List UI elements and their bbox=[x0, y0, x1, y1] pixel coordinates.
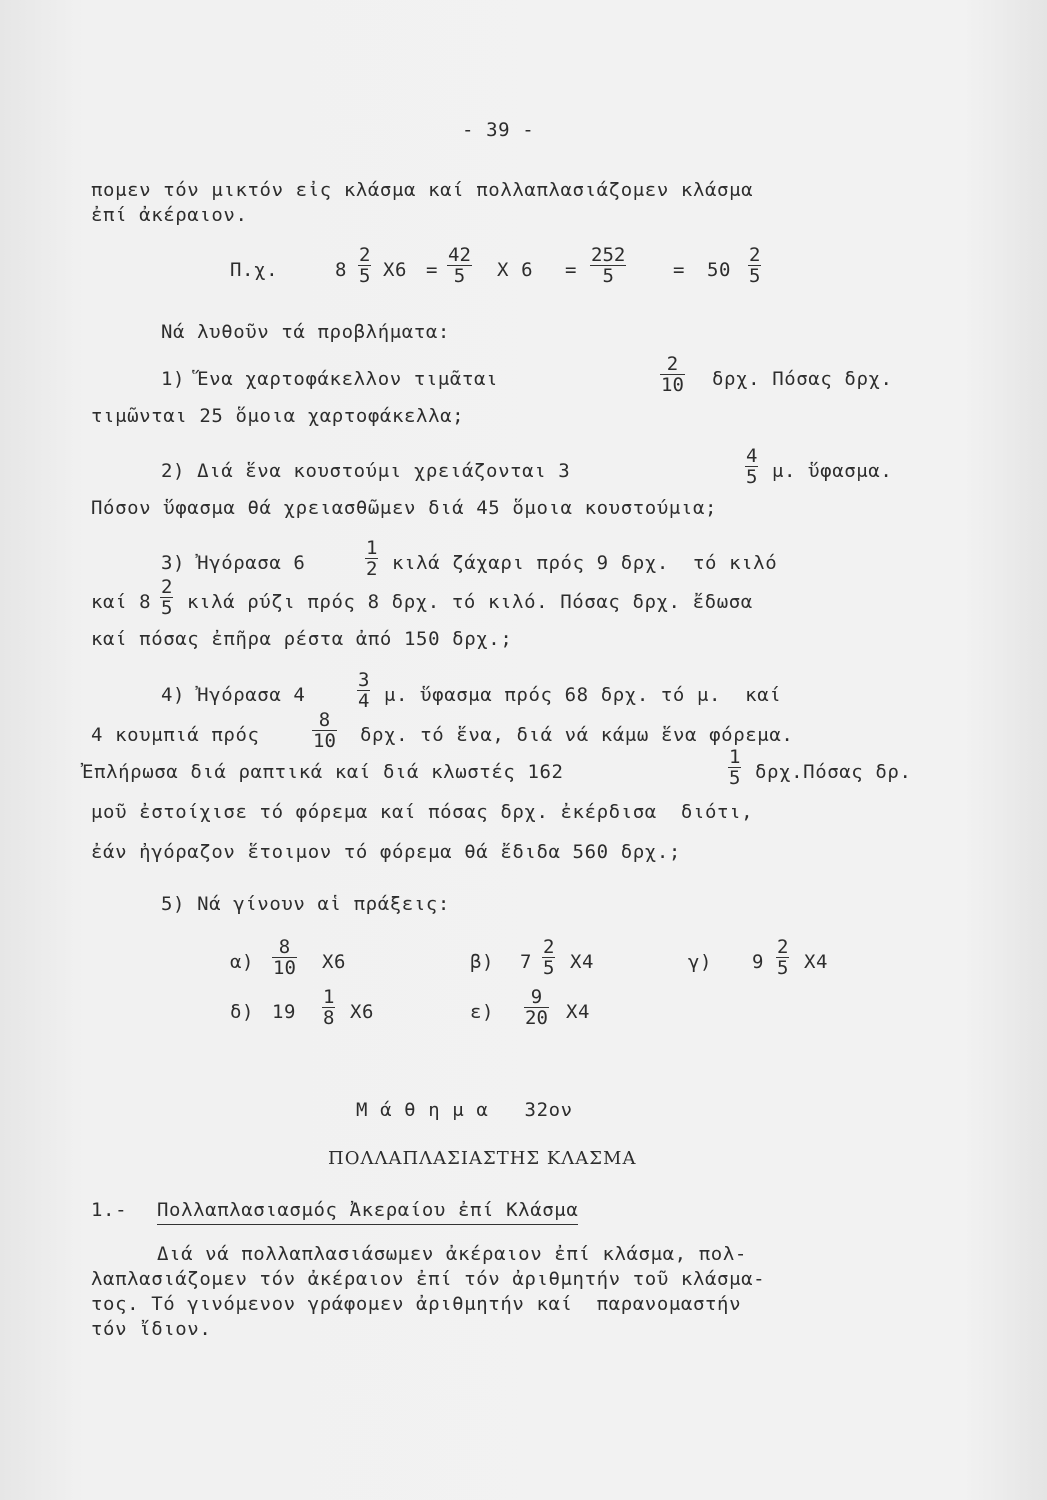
example-fraction-1 bbox=[358, 245, 371, 286]
exercise-g-whole: 9 bbox=[752, 951, 765, 973]
denominator: 8 bbox=[323, 1007, 335, 1029]
exercise-d-whole: 19 bbox=[272, 1001, 297, 1023]
lesson-subtitle: ΠΟΛΛΑΠΛΑΣΙΑΣΤΗΣ ΚΛΑΣΜΑ bbox=[328, 1148, 637, 1169]
example-times-2: Χ 6 bbox=[497, 259, 534, 281]
exercise-g-rest: Χ4 bbox=[804, 951, 829, 973]
denominator: 5 bbox=[590, 265, 626, 286]
exercise-b-label: β) bbox=[470, 951, 495, 973]
numerator: 252 bbox=[591, 244, 626, 266]
numerator: 2 bbox=[359, 244, 371, 266]
numerator: 2 bbox=[777, 936, 789, 958]
numerator: 42 bbox=[448, 244, 471, 266]
problem-3-text-c: καί 8 bbox=[91, 591, 152, 613]
problem-4-fraction-2 bbox=[312, 710, 337, 751]
intro-line-2: ἐπί ἀκέραιον. bbox=[91, 204, 248, 226]
problem-1-fraction bbox=[660, 354, 685, 395]
lesson-body-2: λαπλασιάζομεν τόν ἀκέραιον ἐπί τόν ἀριθμητήν τοῦ κλάσμα- bbox=[91, 1268, 766, 1290]
exercise-e-rest: Χ4 bbox=[566, 1001, 591, 1023]
denominator: 5 bbox=[543, 957, 555, 979]
problem-3-fraction-2 bbox=[160, 577, 173, 618]
numerator: 1 bbox=[366, 537, 378, 559]
problem-4-fraction-1 bbox=[357, 670, 370, 711]
denominator: 5 bbox=[749, 265, 761, 287]
exercise-b-rest: Χ4 bbox=[570, 951, 595, 973]
example-fraction-3 bbox=[590, 245, 626, 286]
problem-2-text-a: 2) Διά ἕνα κουστούμι χρειάζονται 3 bbox=[161, 460, 571, 482]
problem-2-fraction bbox=[745, 446, 758, 487]
lesson-title: Μ ά θ η μ α 32ον bbox=[356, 1099, 573, 1121]
page-number: - 39 - bbox=[462, 119, 535, 141]
intro-line-1: πομεν τόν μικτόν εἰς κλάσμα καί πολλαπλασιάζομεν κλάσμα bbox=[91, 179, 754, 201]
problem-3-text-a: 3) Ἠγόρασα 6 bbox=[161, 552, 306, 574]
exercise-d-label: δ) bbox=[230, 1001, 255, 1023]
denominator: 5 bbox=[729, 767, 741, 789]
denominator: 20 bbox=[525, 1007, 548, 1029]
denominator: 5 bbox=[746, 466, 758, 488]
numerator: 1 bbox=[729, 746, 741, 768]
problem-4-text-e: Ἐπλήρωσα διά ραπτικά καί διά κλωστές 162 bbox=[82, 761, 564, 783]
denominator: 5 bbox=[447, 265, 472, 286]
exercise-a-fraction bbox=[272, 937, 297, 978]
denominator: 10 bbox=[273, 957, 296, 979]
example-equals-3: = bbox=[673, 259, 686, 281]
problem-4-text-d: δρχ. τό ἕνα, διά νά κάμω ἕνα φόρεμα. bbox=[360, 724, 794, 746]
problem-1-text-a: 1) Ἕνα χαρτοφάκελλον τιμᾶται bbox=[161, 368, 499, 390]
denominator: 5 bbox=[777, 957, 789, 979]
numerator: 2 bbox=[749, 244, 761, 266]
denominator: 2 bbox=[366, 558, 378, 580]
exercise-e-fraction bbox=[524, 987, 549, 1028]
numerator: 8 bbox=[318, 709, 331, 731]
example-times: Χ6 bbox=[383, 259, 408, 281]
problem-3-line-3: καί πόσας ἐπῆρα ρέστα ἀπό 150 δρχ.; bbox=[91, 628, 513, 650]
denominator: 10 bbox=[661, 374, 684, 396]
lesson-body-4: τόν ἴδιον. bbox=[91, 1318, 212, 1340]
problem-3-fraction-1 bbox=[365, 538, 378, 579]
exercise-g-fraction bbox=[776, 937, 789, 978]
example-fraction-4 bbox=[748, 245, 761, 286]
example-label: Π.χ. bbox=[230, 259, 279, 281]
numerator: 2 bbox=[666, 353, 679, 375]
example-whole: 8 bbox=[335, 259, 348, 281]
problem-4-text-b: μ. ὕφασμα πρός 68 δρχ. τό μ. καί bbox=[384, 684, 782, 706]
example-equals-2: = bbox=[565, 259, 578, 281]
numerator: 2 bbox=[161, 576, 173, 598]
problem-4-line-4: μοῦ ἐστοίχισε τό φόρεμα καί πόσας δρχ. ἐκέρδισα διότι, bbox=[91, 801, 754, 823]
exercise-a-label: α) bbox=[230, 951, 255, 973]
problem-2-text-b: μ. ὕφασμα. bbox=[772, 460, 893, 482]
section-title: Πολλαπλασιασμός Ἀκεραίου ἐπί Κλάσμα bbox=[157, 1198, 578, 1225]
problem-3-text-d: κιλά ρύζι πρός 8 δρχ. τό κιλό. Πόσας δρχ. ἔδωσα bbox=[187, 591, 753, 613]
numerator: 1 bbox=[323, 986, 335, 1008]
problems-heading: Νά λυθοῦν τά προβλήματα: bbox=[161, 321, 450, 343]
example-equals-1: = bbox=[426, 259, 439, 281]
numerator: 8 bbox=[278, 936, 291, 958]
problem-4-text-a: 4) Ἠγόρασα 4 bbox=[161, 684, 306, 706]
problem-4-line-5: ἐάν ἠγόραζον ἕτοιμον τό φόρεμα θά ἔδιδα 560 δρχ.; bbox=[91, 841, 681, 863]
exercise-e-label: ε) bbox=[470, 1001, 495, 1023]
section-number: 1.- bbox=[91, 1199, 128, 1221]
example-result-whole: 50 bbox=[707, 259, 732, 281]
problem-3-text-b: κιλά ζάχαρι πρός 9 δρχ. τό κιλό bbox=[392, 552, 778, 574]
numerator: 3 bbox=[358, 669, 370, 691]
exercise-d-rest: Χ6 bbox=[350, 1001, 375, 1023]
problem-1-line-2: τιμῶνται 25 ὅμοια χαρτοφάκελλα; bbox=[91, 405, 465, 427]
numerator: 4 bbox=[746, 445, 758, 467]
problem-4-fraction-3 bbox=[728, 747, 741, 788]
denominator: 4 bbox=[358, 690, 370, 712]
numerator: 2 bbox=[543, 936, 555, 958]
numerator: 9 bbox=[530, 986, 543, 1008]
denominator: 5 bbox=[359, 265, 371, 287]
exercise-b-whole: 7 bbox=[520, 951, 533, 973]
example-fraction-2 bbox=[447, 245, 472, 286]
denominator: 10 bbox=[313, 730, 336, 752]
problem-4-text-f: δρχ.Πόσας δρ. bbox=[755, 761, 912, 783]
problem-5-heading: 5) Νά γίνουν αἱ πράξεις: bbox=[161, 893, 450, 915]
exercise-g-label: γ) bbox=[688, 951, 713, 973]
denominator: 5 bbox=[161, 597, 173, 619]
exercise-b-fraction bbox=[542, 937, 555, 978]
problem-4-text-c: 4 κουμπιά πρός bbox=[91, 724, 260, 746]
problem-2-line-2: Πόσον ὕφασμα θά χρειασθῶμεν διά 45 ὅμοια κουστούμια; bbox=[91, 497, 718, 519]
problem-1-text-b: δρχ. Πόσας δρχ. bbox=[712, 368, 893, 390]
exercise-d-fraction bbox=[322, 987, 335, 1028]
lesson-body-3: τος. Τό γινόμενον γράφομεν ἀριθμητήν καί παρανομαστήν bbox=[91, 1293, 742, 1315]
exercise-a-rest: Χ6 bbox=[322, 951, 347, 973]
lesson-body-1: Διά νά πολλαπλασιάσωμεν ἀκέραιον ἐπί κλάσμα, πολ- bbox=[157, 1243, 747, 1265]
